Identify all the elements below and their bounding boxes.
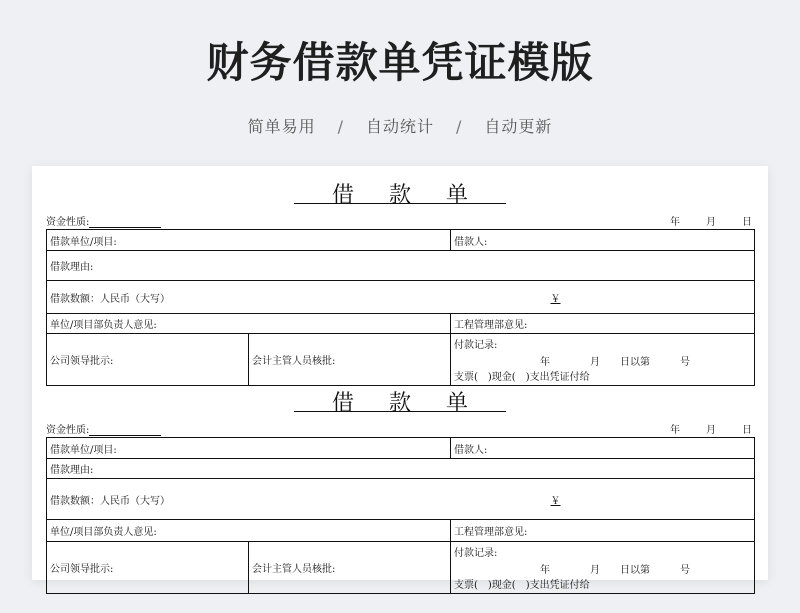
document-sheet: [32, 166, 768, 591]
amount-cell[interactable]: [47, 479, 451, 520]
fund-nature-label: 资金性质:: [46, 425, 90, 436]
fund-nature-field[interactable]: [89, 425, 161, 436]
amount-figure-cell[interactable]: [451, 281, 755, 314]
date-month: 月: [706, 217, 716, 228]
borrower-label: 借款人:: [454, 444, 488, 456]
feature-separator: /: [456, 117, 463, 136]
loan-form-1: [32, 166, 768, 383]
amount-cell[interactable]: [47, 281, 451, 314]
form-grid: [46, 437, 755, 594]
payment-record-label: 付款记录:: [454, 340, 498, 351]
engineering-opinion-label: 工程管理部意见:: [454, 320, 528, 331]
fund-nature: [46, 421, 161, 436]
fund-nature-field[interactable]: [89, 217, 161, 228]
form-title: 借 款 单: [332, 183, 482, 208]
title-underline: [294, 411, 506, 412]
fund-nature: [46, 213, 161, 228]
leader-approval-cell[interactable]: [47, 542, 249, 594]
unit-head-opinion-cell[interactable]: [47, 520, 451, 542]
feature-list: [0, 114, 800, 137]
borrower-cell[interactable]: [451, 438, 755, 459]
amount-label: 借款数额：人民币（大写）: [50, 293, 170, 305]
leader-approval-label: 公司领导批示:: [50, 356, 114, 367]
engineering-opinion-label: 工程管理部意见:: [454, 527, 528, 538]
form-date: [644, 213, 752, 228]
reason-cell[interactable]: [47, 251, 755, 281]
payment-method-line: 支票( )现金( )支出凭证付给: [454, 372, 590, 383]
reason-label: 借款理由:: [50, 465, 94, 476]
accounting-approval-label: 会计主管人员核批:: [252, 356, 336, 367]
payment-date-line: 年 月 日以第 号: [540, 565, 690, 576]
accounting-approval-label: 会计主管人员核批:: [252, 564, 336, 575]
reason-cell[interactable]: [47, 459, 755, 479]
unit-head-opinion-label: 单位/项目部负责人意见:: [50, 527, 157, 538]
feature-easy: 简单易用: [247, 117, 316, 136]
accounting-approval-cell[interactable]: [249, 542, 451, 594]
page-title: 财务借款单凭证模版: [206, 38, 594, 87]
borrower-label: 借款人:: [454, 236, 488, 248]
payment-record-cell[interactable]: [451, 542, 755, 594]
payment-record-label: 付款记录:: [454, 548, 498, 559]
form-title: 借 款 单: [332, 391, 482, 416]
date-day: 日: [742, 217, 752, 228]
loan-form-2: [32, 374, 768, 591]
form-grid: [46, 229, 755, 386]
payment-date-line: 年 月 日以第 号: [540, 357, 690, 368]
currency-symbol: ￥: [550, 293, 561, 305]
payment-method-line: 支票( )现金( )支出凭证付给: [454, 580, 590, 591]
form-date: [644, 421, 752, 436]
engineering-opinion-cell[interactable]: [451, 520, 755, 542]
date-year: 年: [670, 217, 680, 228]
leader-approval-label: 公司领导批示:: [50, 564, 114, 575]
borrower-cell[interactable]: [451, 230, 755, 251]
currency-symbol: ￥: [550, 495, 561, 507]
unit-head-opinion-label: 单位/项目部负责人意见:: [50, 320, 157, 331]
date-month: 月: [706, 425, 716, 436]
unit-project-cell[interactable]: [47, 230, 451, 251]
amount-figure-cell[interactable]: [451, 479, 755, 520]
date-year: 年: [670, 425, 680, 436]
unit-head-opinion-cell[interactable]: [47, 314, 451, 334]
amount-label: 借款数额：人民币（大写）: [50, 495, 170, 507]
feature-separator: /: [337, 117, 344, 136]
feature-auto-stat: 自动统计: [365, 117, 434, 136]
unit-project-label: 借款单位/项目:: [50, 236, 117, 248]
fund-nature-label: 资金性质:: [46, 217, 90, 228]
unit-project-cell[interactable]: [47, 438, 451, 459]
reason-label: 借款理由:: [50, 262, 94, 273]
date-day: 日: [742, 425, 752, 436]
feature-auto-update: 自动更新: [484, 117, 553, 136]
engineering-opinion-cell[interactable]: [451, 314, 755, 334]
unit-project-label: 借款单位/项目:: [50, 444, 117, 456]
title-underline: [294, 203, 506, 204]
